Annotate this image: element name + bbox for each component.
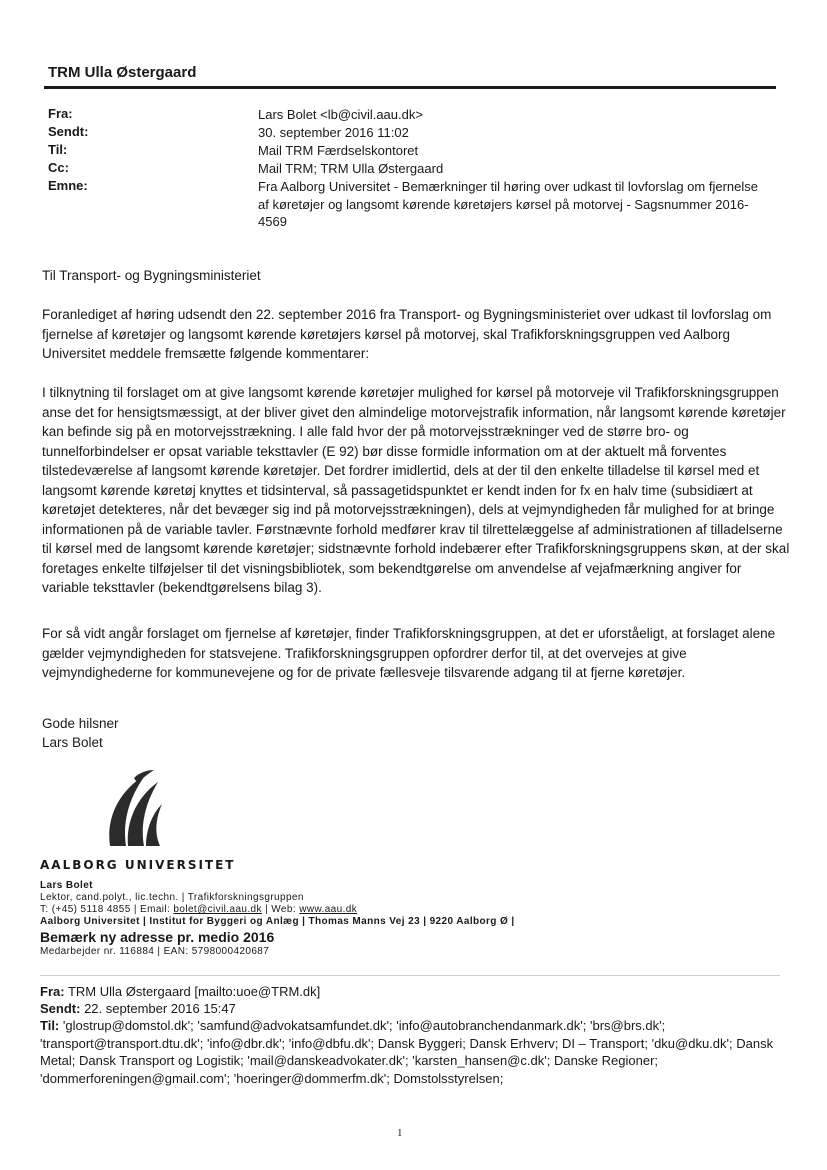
forward-to	[40, 1017, 780, 1087]
header-value-cc: Mail TRM; TRM Ulla Østergaard	[258, 161, 444, 176]
signature-phone: T: (+45) 5118 4855 | Email:	[40, 904, 174, 915]
page-number: 1	[397, 1127, 403, 1139]
paragraph-1: Foranlediget af høring udsendt den 22. september 2016 fra Transport- og Bygningsministeriet over udkast til lovforslag om fjernelse af køretøjer og langsomt kørende køretøjers kørsel på motorvej, skal Trafikforskningsgruppen ved Aalborg Universitet meddele fremsætte følgende kommentarer:	[42, 307, 772, 361]
header-label-sent: Sendt:	[48, 124, 89, 139]
forward-from-label: Fra:	[40, 984, 65, 999]
paragraph-2: I tilknytning til forslaget om at give langsomt kørende køretøjer mulighed for kørsel på motorveje vil Trafikforskningsgruppen anse det for hensigtsmæssigt, at der bliver givet den almindelige motorvejstrafik information, når langsomt kørende køretøjer kan befinde sig på en motorvejsstrækning. I alle fald hvor der på motorvejsstrækninger ved de større bro- og tunnelforbindelser er opsat variable teksttavler (E 92) bør disse formidle information om at der aktuelt må forventes tilstedeværelse af langsomt kørende køretøjer. Det fordrer imidlertid, dels at der til den enkelte tilladelse til kørsel med et langsomt kørende køretøj knyttes et tidsinterval, så passagetidspunktet er kendt inden for fx en halv time (subsidiært at køretøjet detekteres, når det bevæger sig ind på motorvejsstrækningen), dels at vejmyndigheden får mulighed for at bringe informationen på de variable tavler. Førstnævnte forhold medfører krav til tilrettelæggelse af administrationen af tilladelserne til kørsel med de langsomt kørende køretøjer; sidstnævnte forhold indebærer efter Trafikforskningsgruppens skøn, at der skal foretages enkelte tilføjelser til det visningsbibliotek, som bekendtgørelse om anvendelse af vejafmærkning angiver for variable teksttavler (bekendtgørelsens bilag 3).	[42, 385, 790, 595]
document-title: TRM Ulla Østergaard	[48, 64, 197, 81]
header-value-from: Lars Bolet <lb@civil.aau.dk>	[258, 107, 423, 122]
title-rule	[44, 86, 776, 89]
signature-email-link[interactable]: bolet@civil.aau.dk	[173, 904, 262, 915]
header-label-to: Til:	[48, 142, 68, 157]
header-value-to: Mail TRM Færdselskontoret	[258, 143, 419, 158]
signature-web-label: | Web:	[261, 904, 300, 915]
signature-title: Lektor, cand.polyt., lic.techn. | Trafikforskningsgruppen	[40, 892, 304, 903]
header-value-subject: Fra Aalborg Universitet - Bemærkninger til høring over udkast til lovforslag om fjernelse af køretøjer og langsomt kørende køretøjers kørsel på motorvej - Sagsnummer 2016-4569	[258, 179, 758, 229]
forward-from	[40, 983, 780, 1001]
forward-sent	[40, 1000, 780, 1018]
header-value-sent: 30. september 2016 11:02	[258, 125, 409, 140]
signature-name: Lars Bolet	[40, 880, 93, 891]
forward-to-label: Til:	[40, 1018, 60, 1033]
signature-employee: Medarbejder nr. 116884 | EAN: 5798000420687	[40, 946, 270, 957]
forward-divider	[40, 975, 780, 976]
closing: Gode hilsner	[42, 716, 119, 731]
forward-sent-label: Sendt:	[40, 1001, 81, 1016]
salutation: Til Transport- og Bygningsministeriet	[42, 268, 261, 283]
address-notice: Bemærk ny adresse pr. medio 2016	[40, 929, 275, 945]
header-label-subject: Emne:	[48, 178, 88, 193]
header-label-from: Fra:	[48, 106, 73, 121]
sender-name: Lars Bolet	[42, 735, 103, 750]
forward-to-value: 'glostrup@domstol.dk'; 'samfund@advokatsamfundet.dk'; 'info@autobranchendanmark.dk'; 'brs@brs.dk'; 'transport@transport.dtu.dk'; 'info@dbr.dk'; 'info@dbfu.dk'; Dansk Byggeri; Dansk Erhverv; DI – Transport; 'dku@dku.dk'; Dansk Metal; Dansk Transport og Logistik; 'mail@danskeadvokater.dk'; 'karsten_hansen@c.dk'; Danske Regioner; 'dommerforeningen@gmail.com'; 'hoeringer@dommerfm.dk'; Domstolsstyrelsen;	[40, 1018, 774, 1086]
signature-contact	[40, 904, 357, 915]
university-name: AALBORG UNIVERSITET	[40, 858, 236, 872]
signature-address: Aalborg Universitet | Institut for Byggeri og Anlæg | Thomas Manns Vej 23 | 9220 Aalborg Ø |	[40, 916, 515, 927]
header-label-cc: Cc:	[48, 160, 69, 175]
aau-logo-icon	[104, 768, 164, 848]
signature-web-link[interactable]: www.aau.dk	[299, 904, 358, 915]
forward-from-value: TRM Ulla Østergaard [mailto:uoe@TRM.dk]	[67, 984, 321, 999]
forward-sent-value: 22. september 2016 15:47	[84, 1001, 236, 1016]
paragraph-3: For så vidt angår forslaget om fjernelse af køretøjer, finder Trafikforskningsgruppen, at det er uforståeligt, at forslaget alene gælder vejmyndigheden for statsvejene. Trafikforskningsgruppen opfordrer derfor til, at det overvejes at give vejmyndighederne for kommunevejene og for de private fællesveje tilsvarende adgang til at fjerne køretøjer.	[42, 626, 776, 680]
